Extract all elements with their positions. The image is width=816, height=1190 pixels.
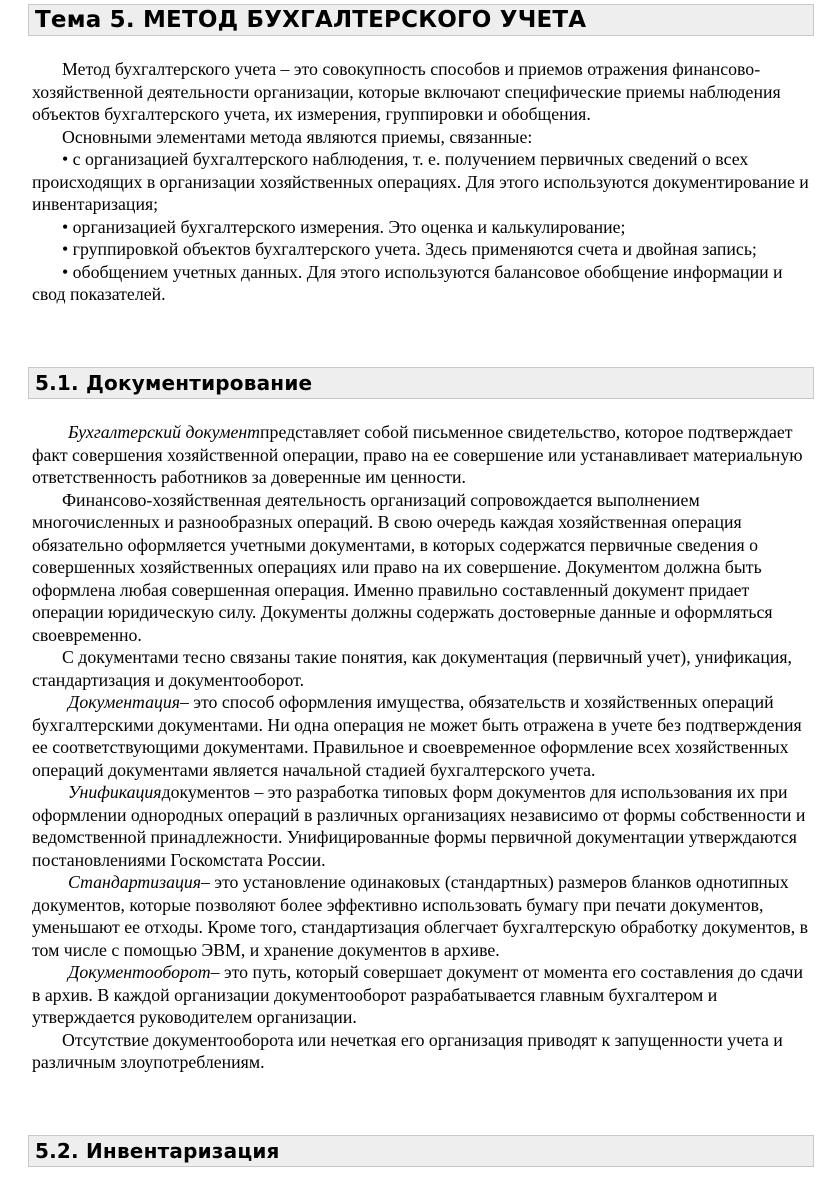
term: Стандартизация (68, 872, 202, 892)
body-paragraph: Стандартизация– это установление одинаковых (стандартных) размеров бланков однотипных документов, которые позволяют более эффективно использовать бумагу при печати документов, уменьшают ее отходы. Кроме того, стандартизация облегчает бухгалтерскую обработку документов, в том числе с помощью ЭВМ, и хранение документов в архиве. (32, 872, 809, 960)
section-heading-inventory: 5.2. Инвентаризация (28, 1135, 814, 1167)
term: Бухгалтерский документ (68, 422, 261, 442)
term: Документооборот (68, 962, 211, 982)
body-paragraph: Бухгалтерский документпредставляет собой письменное свидетельство, которое подтверждает факт совершения хозяйственной операции, право на ее совершение или устанавливает материальную ответственность работников за доверенные им ценности. (32, 422, 803, 487)
intro-bullet: • обобщением учетных данных. Для этого используются балансовое обобщение информации и свод показателей. (32, 261, 783, 304)
body-paragraph: Документация– это способ оформления имущества, обязательств и хозяйственных операций бухгалтерскими документами. Ни одна операция не может быть отражена в учете без подтверждения ее соответствующими документами. Правильное и своевременное оформление всех хозяйственных операций документами является начальной стадией бухгалтерского учета. (32, 692, 802, 780)
intro-bullet: • группировкой объектов бухгалтерского учета. Здесь применяются счета и двойная запись; (62, 239, 757, 259)
body-paragraph: Документооборот– это путь, который совершает документ от момента его составления до сдачи в архив. В каждой организации документооборот разрабатывается главным бухгалтером и утверждается руководителем организации. (32, 962, 803, 1027)
body-paragraph: Унификациядокументов – это разработка типовых форм документов для использования их при оформлении однородных операций в различных организациях независимо от формы собственности и ведомственной принадлежности. Унифицированные формы первичной документации утверждаются постановлениями Госкомстата России. (32, 782, 806, 870)
intro-section (32, 58, 814, 306)
body-paragraph: Отсутствие документооборота или нечеткая его организация приводят к запущенности учета и различным злоупотреблениям. (32, 1029, 783, 1072)
page-title: Тема 5. МЕТОД БУХГАЛТЕРСКОГО УЧЕТА (28, 4, 814, 36)
intro-paragraph: Метод бухгалтерского учета – это совокупность способов и приемов отражения финансово-хозяйственной деятельности организации, которые включают специфические приемы наблюдения объектов бухгалтерского учета, их измерения, группировки и обобщения. (32, 59, 781, 124)
body-paragraph: Финансово-хозяйственная деятельность организаций сопровождается выполнением многочисленных и разнообразных операций. В свою очередь каждая хозяйственная операция обязательно оформляется учетными документами, в которых содержатся первичные сведения о совершенных хозяйственных операциях или право на их совершение. Документом должна быть оформлена любая совершенная операция. Именно правильно составленный документ придает операции юридическую силу. Документы должны содержать достоверные данные и оформляться своевременно. (32, 489, 773, 645)
term: Унификация (68, 782, 162, 802)
body-paragraph: С документами тесно связаны такие понятия, как документация (первичный учет), унификация, стандартизация и документооборот. (32, 647, 792, 690)
term: Документация (68, 692, 181, 712)
intro-bullet: • с организацией бухгалтерского наблюдения, т. е. получением первичных сведений о всех происходящих в организации хозяйственных операциях. Для этого используются документирование и инвентаризация; (32, 149, 809, 214)
documentation-section (32, 421, 814, 1074)
intro-paragraph: Основными элементами метода являются приемы, связанные: (62, 126, 533, 147)
section-heading-documentation: 5.1. Документирование (28, 367, 814, 399)
intro-bullet: • организацией бухгалтерского измерения. Это оценка и калькулирование; (62, 216, 626, 237)
